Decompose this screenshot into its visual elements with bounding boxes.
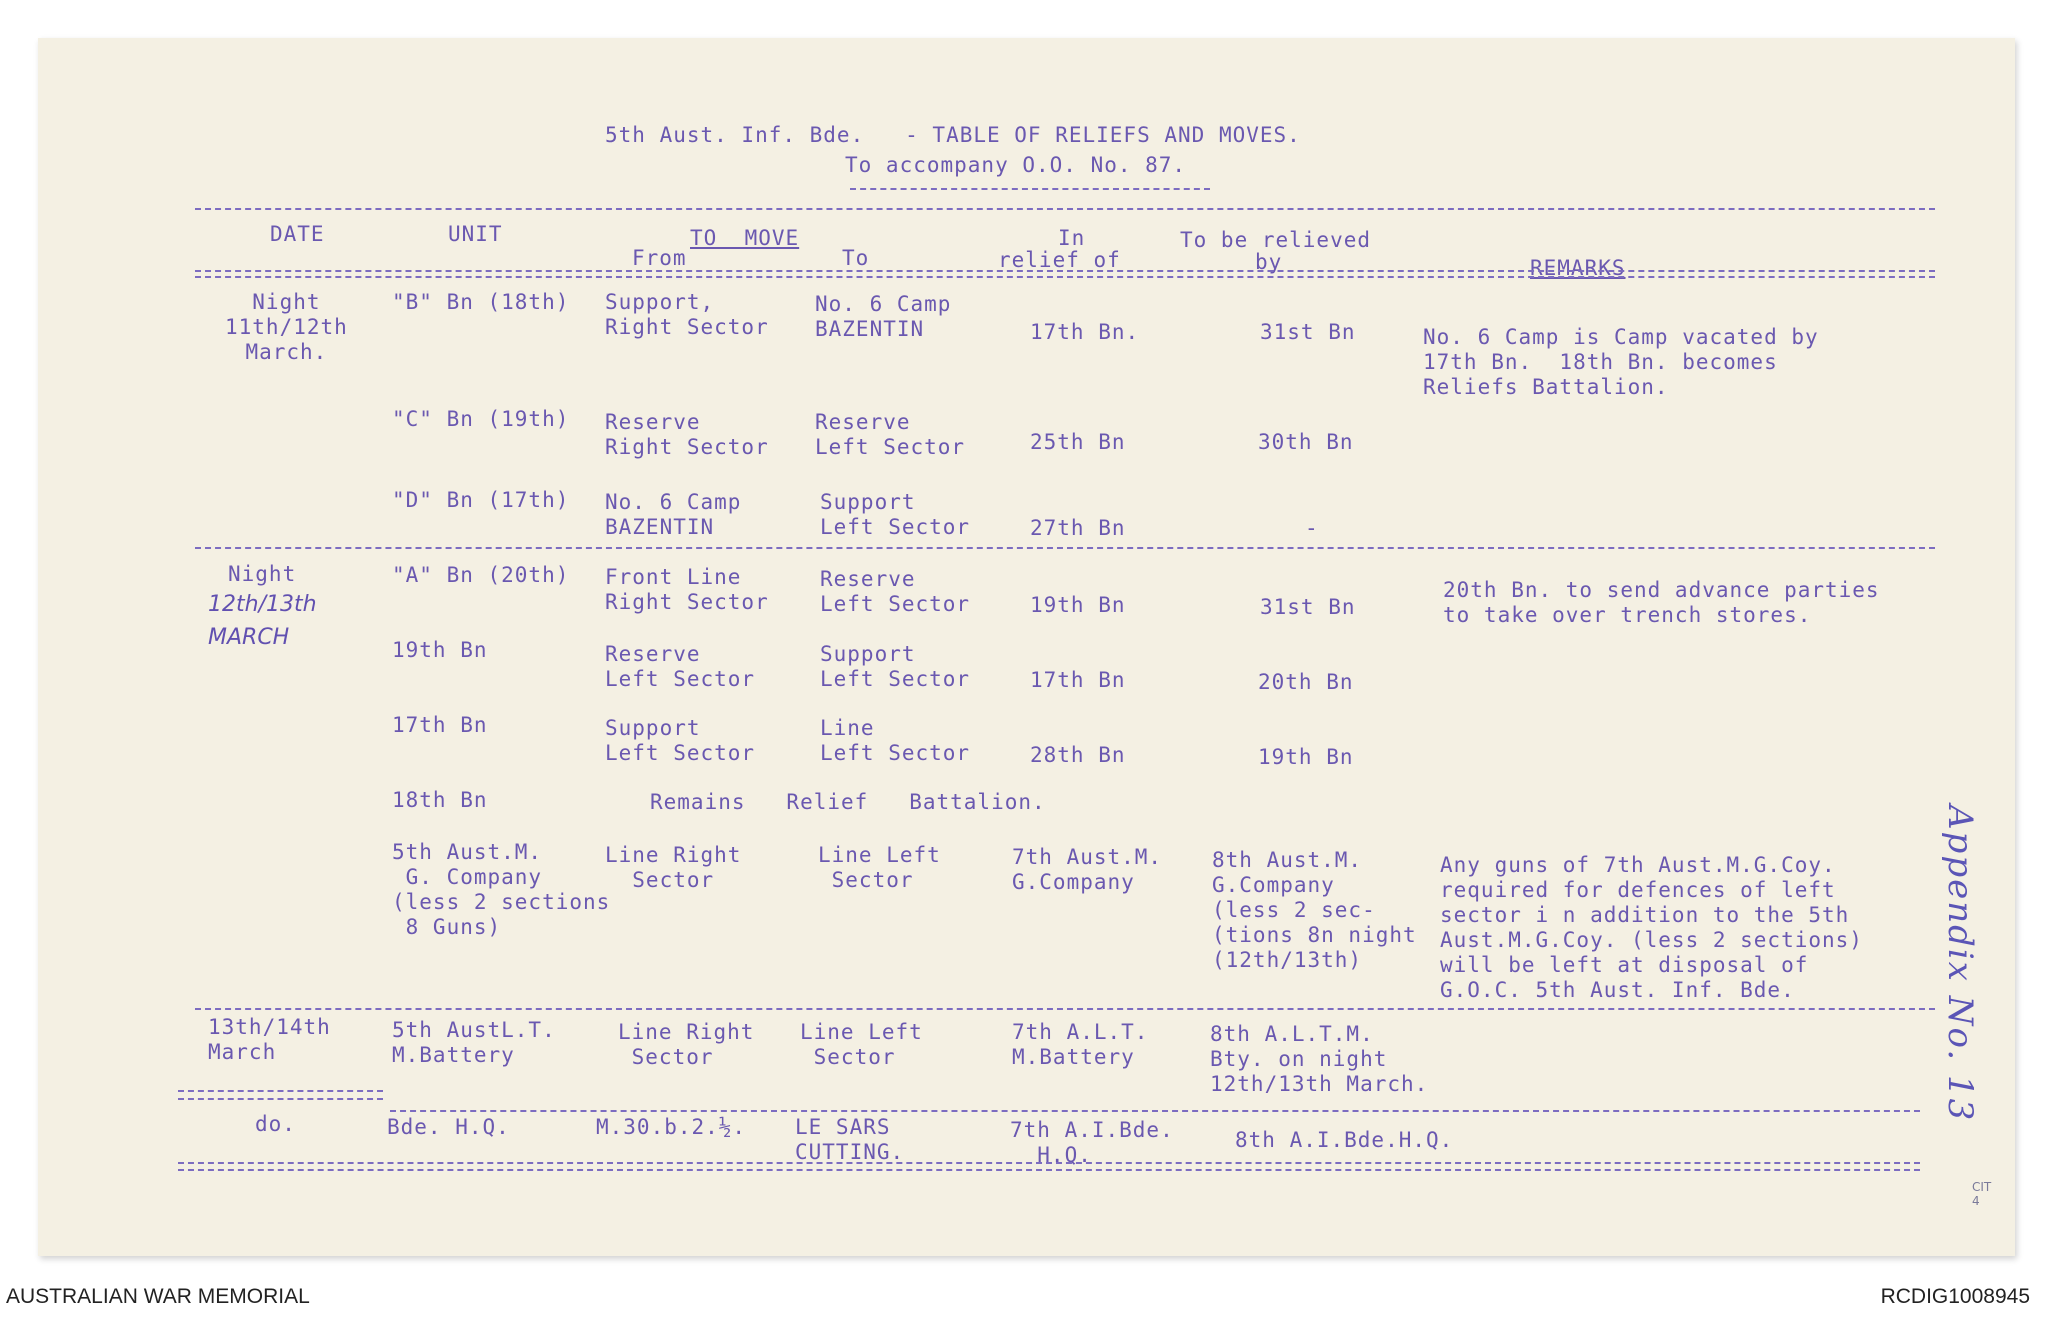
col-unit: UNIT (448, 222, 503, 246)
row5-from: Reserve Left Sector (605, 642, 756, 691)
section-rule-3 (390, 1110, 1920, 1112)
col-to: To (842, 246, 870, 270)
row2-relieved: 30th Bn (1258, 430, 1354, 454)
row4-date-handwritten: 12th/13th MARCH (208, 592, 317, 650)
row7-note: Remains Relief Battalion. (650, 790, 1046, 814)
subtitle-underline (850, 188, 1210, 190)
row4-to: Reserve Left Sector (820, 567, 971, 616)
footer-institution: AUSTRALIAN WAR MEMORIAL (6, 1285, 310, 1308)
col-relieved-1: To be relieved (1180, 228, 1372, 252)
row10-from: M.30.b.2.½. (596, 1115, 747, 1139)
row7-unit: 18th Bn (392, 788, 488, 812)
col-to-move: TO MOVE (690, 226, 800, 250)
row4-remarks: 20th Bn. to send advance parties to take over trench stores. (1443, 578, 1880, 627)
footer-record-id: RCDIG1008945 (1880, 1285, 2030, 1308)
row6-to: Line Left Sector (820, 716, 971, 765)
row3-unit: "D" Bn (17th) (392, 488, 570, 512)
corner-pencil-mark: CIT 4 (1972, 1180, 1992, 1208)
section-rule-1 (195, 547, 1935, 549)
col-date: DATE (270, 222, 325, 246)
table-top-rule (195, 208, 1935, 210)
row1-date: Night 11th/12th March. (225, 290, 348, 364)
row8-remarks: Any guns of 7th Aust.M.G.Coy. required for defences of left sector i n addition to the 5th Aust.M.G.Coy. (less 2 sections) will be left at disposal of G.O.C. 5th Aust. Inf. Bde. (1440, 853, 1863, 1002)
row3-to: Support Left Sector (820, 490, 971, 539)
row4-relief: 19th Bn (1030, 593, 1126, 617)
row1-from: Support, Right Sector (605, 290, 769, 339)
row6-relief: 28th Bn (1030, 743, 1126, 767)
col-relieved-2: by (1255, 250, 1283, 274)
row6-from: Support Left Sector (605, 716, 756, 765)
row6-unit: 17th Bn (392, 713, 488, 737)
row10-date: do. (255, 1112, 296, 1136)
row5-relieved: 20th Bn (1258, 670, 1354, 694)
row4-from: Front Line Right Sector (605, 565, 769, 614)
row2-to: Reserve Left Sector (815, 410, 966, 459)
row8-relief: 7th Aust.M. G.Company (1012, 845, 1163, 894)
row1-relief: 17th Bn. (1030, 320, 1140, 344)
table-bottom-rule-1 (178, 1162, 1920, 1164)
row5-to: Support Left Sector (820, 642, 971, 691)
col-remarks: REMARKS (1530, 256, 1626, 280)
row9-relief: 7th A.L.T. M.Battery (1012, 1020, 1149, 1069)
row1-remarks: No. 6 Camp is Camp vacated by 17th Bn. 18th Bn. becomes Reliefs Battalion. (1423, 325, 1819, 399)
row3-relieved: - (1305, 516, 1319, 540)
row9-to: Line Left Sector (800, 1020, 923, 1069)
row5-unit: 19th Bn (392, 638, 488, 662)
row10-relieved: 8th A.I.Bde.H.Q. (1235, 1128, 1454, 1152)
row1-unit: "B" Bn (18th) (392, 290, 570, 314)
row6-relieved: 19th Bn (1258, 745, 1354, 769)
row2-unit: "C" Bn (19th) (392, 407, 570, 431)
row2-from: Reserve Right Sector (605, 410, 769, 459)
heading-rule-1 (195, 270, 1935, 272)
appendix-handwritten-note: Appendix No. 13 (1940, 805, 1980, 1123)
row9-from: Line Right Sector (618, 1020, 755, 1069)
row3-from: No. 6 Camp BAZENTIN (605, 490, 742, 539)
col-in-relief-2: relief of (998, 248, 1121, 272)
row1-relieved: 31st Bn (1260, 320, 1356, 344)
section-rule-2 (195, 1008, 1935, 1010)
row8-from: Line Right Sector (605, 843, 742, 892)
row8-unit: 5th Aust.M. G. Company (less 2 sections 8 Guns) (392, 840, 611, 939)
row4-unit: "A" Bn (20th) (392, 563, 570, 587)
row8-relieved: 8th Aust.M. G.Company (less 2 sec- (tions 8n night (12th/13th) (1212, 848, 1417, 972)
section-rule-3b (178, 1098, 383, 1100)
section-rule-3a (178, 1090, 383, 1092)
row10-to: LE SARS CUTTING. (795, 1115, 905, 1164)
row2-relief: 25th Bn (1030, 430, 1126, 454)
row3-relief: 27th Bn (1030, 516, 1126, 540)
document-subtitle: To accompany O.O. No. 87. (845, 153, 1187, 177)
table-bottom-rule-2 (178, 1169, 1920, 1171)
row8-to: Line Left Sector (818, 843, 941, 892)
col-from: From (632, 246, 687, 270)
row9-relieved: 8th A.L.T.M. Bty. on night 12th/13th March. (1210, 1022, 1429, 1096)
row4-relieved: 31st Bn (1260, 595, 1356, 619)
row1-to: No. 6 Camp BAZENTIN (815, 292, 952, 341)
document-sheet (38, 38, 2015, 1256)
row5-relief: 17th Bn (1030, 668, 1126, 692)
row9-unit: 5th AustL.T. M.Battery (392, 1018, 556, 1067)
heading-rule-2 (195, 276, 1935, 278)
document-title: 5th Aust. Inf. Bde. - TABLE OF RELIEFS AND MOVES. (605, 123, 1301, 147)
row10-relief: 7th A.I.Bde. H.Q. (1010, 1118, 1174, 1167)
row4-date: Night (228, 562, 297, 586)
row9-date: 13th/14th March (208, 1015, 331, 1064)
row10-unit: Bde. H.Q. (387, 1115, 510, 1139)
col-in-relief-1: In (1058, 226, 1086, 250)
